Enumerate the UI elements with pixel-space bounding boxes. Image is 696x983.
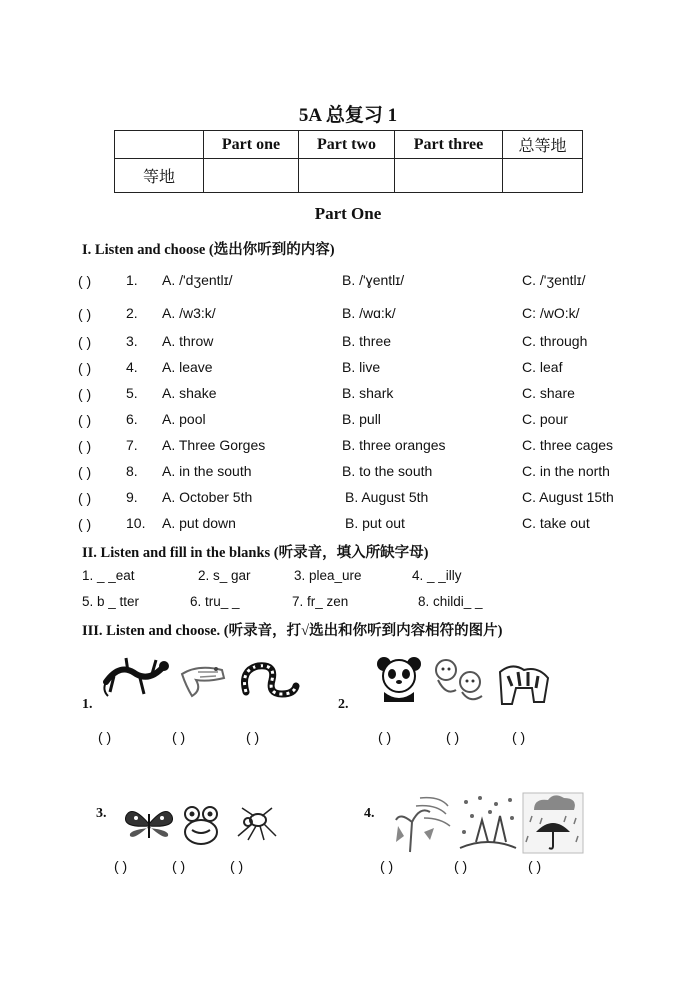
score-header-total: 总等地 (503, 131, 583, 159)
score-header-part-three: Part three (395, 131, 503, 159)
score-cell-part-one[interactable] (204, 159, 299, 193)
picture-group-number: 2. (338, 697, 349, 712)
answer-paren[interactable]: ( ) (78, 438, 92, 454)
question-number: 6. (126, 411, 138, 427)
windy-picture[interactable] (390, 792, 454, 854)
option-b: B. three oranges (342, 437, 446, 453)
snowy-picture[interactable] (456, 792, 520, 854)
option-b: B. August 5th (345, 489, 429, 505)
answer-paren[interactable]: ( ) (78, 412, 92, 428)
picture-group-number: 3. (96, 806, 107, 821)
option-a: A. pool (162, 411, 206, 427)
option-b: B. pull (342, 411, 381, 427)
butterfly-picture[interactable] (122, 804, 176, 844)
question-number: 9. (126, 489, 138, 505)
option-c: C. three cages (522, 437, 614, 453)
tiger-picture[interactable] (494, 656, 554, 708)
option-a: A. /'dʒentlɪ/ (162, 272, 233, 288)
option-a: A. in the south (162, 463, 252, 479)
rainy-picture[interactable] (522, 792, 584, 854)
fill-item[interactable]: 7. fr_ zen (292, 594, 349, 609)
answer-paren[interactable]: ( ) (78, 334, 92, 350)
picture-group-number: 1. (82, 697, 93, 712)
answer-paren[interactable]: ( ) (446, 729, 460, 745)
spider-picture[interactable] (228, 806, 282, 842)
answer-paren[interactable]: ( ) (98, 729, 112, 745)
score-header-empty (115, 131, 204, 159)
panda-picture[interactable] (374, 654, 424, 704)
option-c: C. /'ʒentlɪ/ (522, 272, 586, 288)
picture-group-number: 4. (364, 806, 375, 821)
answer-paren[interactable]: ( ) (172, 729, 186, 745)
score-header-part-one: Part one (204, 131, 299, 159)
fill-item[interactable]: 3. plea_ure (294, 568, 362, 583)
answer-paren[interactable]: ( ) (454, 858, 468, 874)
question-number: 7. (126, 437, 138, 453)
answer-paren[interactable]: ( ) (528, 858, 542, 874)
question-number: 1. (126, 272, 138, 288)
part-one-heading: Part One (314, 204, 382, 223)
fill-item[interactable]: 2. s_ gar (198, 568, 251, 583)
answer-paren[interactable]: ( ) (78, 306, 92, 322)
answer-paren[interactable]: ( ) (114, 858, 128, 874)
score-cell-total[interactable] (503, 159, 583, 193)
question-number: 8. (126, 463, 138, 479)
question-number: 5. (126, 385, 138, 401)
snake-picture[interactable] (236, 656, 300, 702)
option-a: A. throw (162, 333, 214, 349)
fill-item[interactable]: 8. childi_ _ (418, 594, 483, 609)
option-c: C. leaf (522, 359, 563, 375)
option-c: C. share (522, 385, 575, 401)
option-a: A. leave (162, 359, 213, 375)
score-header-part-two: Part two (299, 131, 395, 159)
option-c: C. pour (522, 411, 568, 427)
question-number: 2. (126, 305, 138, 321)
answer-paren[interactable]: ( ) (78, 464, 92, 480)
option-b: B. to the south (342, 463, 433, 479)
answer-paren[interactable]: ( ) (380, 858, 394, 874)
option-b: B. three (342, 333, 392, 349)
answer-paren[interactable]: ( ) (172, 858, 186, 874)
option-b: B. /'ɣentlɪ/ (342, 272, 405, 288)
question-number: 4. (126, 359, 138, 375)
option-a: A. Three Gorges (162, 437, 266, 453)
option-c: C. take out (522, 515, 590, 531)
fill-item[interactable]: 6. tru_ _ (190, 594, 240, 609)
score-cell-part-two[interactable] (299, 159, 395, 193)
answer-paren[interactable]: ( ) (78, 360, 92, 376)
crocodile-picture[interactable] (178, 660, 228, 700)
option-a: A. shake (162, 385, 217, 401)
answer-paren[interactable]: ( ) (78, 516, 92, 532)
section1-heading: I. Listen and choose (选出你听到的内容) (82, 242, 335, 258)
section2-heading: II. Listen and fill in the blanks (听录音，填入所缺字母) (82, 545, 429, 561)
answer-paren[interactable]: ( ) (78, 273, 92, 289)
answer-paren[interactable]: ( ) (78, 490, 92, 506)
score-row-label: 等地 (115, 159, 204, 193)
option-b: B. put out (345, 515, 405, 531)
option-b: B. /wɑ:k/ (342, 305, 396, 321)
option-b: B. shark (342, 385, 394, 401)
option-a: A. October 5th (162, 489, 253, 505)
answer-paren[interactable]: ( ) (246, 729, 260, 745)
answer-paren[interactable]: ( ) (378, 729, 392, 745)
question-number: 10. (126, 515, 146, 531)
question-number: 3. (126, 333, 138, 349)
answer-paren[interactable]: ( ) (512, 729, 526, 745)
option-c: C: /wO:k/ (522, 305, 580, 321)
answer-paren[interactable]: ( ) (78, 386, 92, 402)
option-c: C. through (522, 333, 588, 349)
frog-picture[interactable] (180, 804, 222, 848)
fill-item[interactable]: 1. _ _eat (82, 568, 135, 583)
page-title: 5A 总复习 1 (298, 105, 398, 126)
fill-item[interactable]: 4. _ _illy (412, 568, 462, 583)
option-c: C. August 15th (522, 489, 614, 505)
option-a: A. put down (162, 515, 236, 531)
fill-item[interactable]: 5. b _ tter (82, 594, 140, 609)
option-c: C. in the north (522, 463, 610, 479)
lizard-picture[interactable] (100, 652, 172, 700)
section3-heading: III. Listen and choose. (听录音，打√选出和你听到内容相符的图片) (82, 623, 503, 639)
answer-paren[interactable]: ( ) (230, 858, 244, 874)
score-table (114, 130, 583, 193)
monkeys-picture[interactable] (430, 656, 490, 704)
option-a: A. /w3:k/ (162, 305, 216, 321)
score-cell-part-three[interactable] (395, 159, 503, 193)
option-b: B. live (342, 359, 381, 375)
